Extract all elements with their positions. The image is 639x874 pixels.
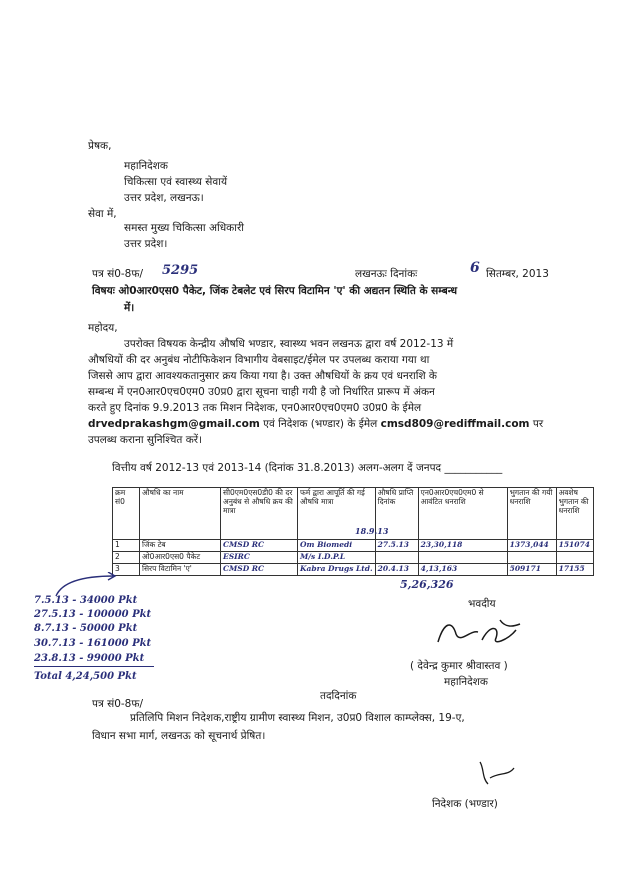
email-director-store: cmsd809@rediffmail.com [380, 418, 530, 430]
margin-note: 27.5.13 - 100000 Pkt [34, 609, 152, 620]
cell-sno: 3 [113, 564, 140, 576]
copy-same-date: तददिनांक [320, 690, 357, 702]
letter-number-label: पत्र सं0-8फ/ [92, 268, 143, 280]
footer-director-store: निदेशक (भण्डार) [432, 798, 498, 810]
cell-qty: CMSD RC [221, 540, 298, 552]
sender-title: महानिदेशक [124, 160, 168, 172]
margin-note: 30.7.13 - 161000 Pkt [34, 638, 152, 649]
copy-line-1: प्रतिलिपि मिशन निदेशक,राष्ट्रीय ग्रामीण स्वास्थ्य मिशन, उ0प्र0 विशाल काम्प्लेक्स, 19-ए, [130, 712, 465, 724]
cell-paid: 509171 [507, 564, 556, 576]
cell-name: ओ0आर0एस0 पैकेट [140, 552, 221, 564]
header-cell: भुगतान की गयी धनराशि [507, 488, 556, 540]
cell-paid: 1373,044 [507, 540, 556, 552]
closing: भवदीय [468, 598, 496, 610]
signatory-title: महानिदेशक [444, 676, 488, 688]
copy-letter-number: पत्र सं0-8फ/ [92, 698, 143, 710]
header-cell: क्रम सं0 [113, 488, 140, 540]
header-cell: औषधि का नाम [140, 488, 221, 540]
copy-line-2: विधान सभा मार्ग, लखनऊ को सूचनार्थ प्रेषित। [92, 730, 266, 742]
email-connector: एवं निदेशक (भण्डार) के ईमेल [259, 418, 381, 430]
body-paragraph [88, 336, 610, 448]
margin-note: 23.8.13 - 99000 Pkt [34, 653, 145, 664]
cell-alloc: 23,30,118 [418, 540, 507, 552]
cell-date [375, 552, 418, 564]
cell-paid [507, 552, 556, 564]
header-cell: फर्म द्वारा आपूर्ति की गई औषधि मात्रा [298, 488, 376, 540]
margin-note-underline [34, 666, 154, 667]
table-row [113, 564, 594, 576]
body-line: औषधियों की दर अनुबंध नोटीफिकेशन विभागीय वेबसाइट/ईमेल पर उपलब्ध कराया गया था [88, 354, 430, 366]
body-last-line: उपलब्ध कराना सुनिश्चित करें। [88, 434, 203, 446]
recipient-title: समस्त मुख्य चिकित्सा अधिकारी [124, 222, 244, 234]
cell-firm: M/s I.D.P.L [298, 552, 376, 564]
email-line [88, 416, 610, 432]
footer-signature-mark [470, 758, 520, 788]
pointer-arrow-icon [52, 572, 122, 598]
sender-address: उत्तर प्रदेश, लखनऊ। [124, 192, 204, 204]
cell-name: जिंक टेब [140, 540, 221, 552]
medicine-table [112, 487, 594, 576]
sender-department: चिकित्सा एवं स्वास्थ्य सेवायें [124, 176, 228, 188]
cell-date: 27.5.13 [375, 540, 418, 552]
cell-rem [556, 552, 593, 564]
recipient-state: उत्तर प्रदेश। [124, 238, 168, 250]
place-date-label: लखनऊः दिनांकः [355, 268, 418, 280]
cell-qty: CMSD RC [221, 564, 298, 576]
date-note-handwritten: 18.9.13 [355, 526, 389, 536]
fiscal-year-line: वित्तीय वर्ष 2012-13 एवं 2013-14 (दिनांक 31.8.2013) अलग-अलग दें जनपद ___________ [112, 462, 503, 474]
cell-alloc: 4,13,163 [418, 564, 507, 576]
header-cell: औषधि प्राप्ति दिनांक [375, 488, 418, 540]
subject-line-1: विषयः ओ0आर0एस0 पैकेट, जिंक टेबलेट एवं सिरप विटामिन 'ए' की अद्यतन स्थिति के सम्बन्ध [92, 285, 458, 297]
cell-firm: Kabra Drugs Ltd. [298, 564, 376, 576]
table-row [113, 540, 594, 552]
cell-sno: 2 [113, 552, 140, 564]
table-row [113, 552, 594, 564]
cell-firm: Om Biomedi [298, 540, 376, 552]
margin-note: 7.5.13 - 34000 Pkt [34, 595, 138, 606]
body-line: उपरोक्त विषयक केन्द्रीय औषधि भण्डार, स्वास्थ्य भवन लखनऊ द्वारा वर्ष 2012-13 में [124, 338, 454, 350]
cell-sno: 1 [113, 540, 140, 552]
recipient-label: सेवा में, [88, 208, 117, 220]
letter-number-handwritten: 5295 [162, 263, 199, 278]
sender-label: प्रेषक, [88, 140, 112, 152]
email-end: पर [529, 418, 544, 430]
date-day-handwritten: 6 [470, 260, 480, 276]
cell-rem: 17155 [556, 564, 593, 576]
cell-name: सिरप विटामिन 'ए' [140, 564, 221, 576]
salutation: महोदय, [88, 322, 118, 334]
signatory-name: ( देवेन्द्र कुमार श्रीवास्तव ) [410, 660, 508, 672]
body-line: जिससे आप द्वारा आवश्यकतानुसार क्रय किया गया है। उक्त औषधियों के क्रय एवं धनराशि के [88, 370, 437, 382]
header-cell: सी0एम0एस0डी0 की दर अनुबंध से औषधि क्रय की मात्रा [221, 488, 298, 540]
cell-qty: ESIRC [221, 552, 298, 564]
email-mission-director: drvedprakashgm@gmail.com [88, 418, 260, 430]
table-header-row [113, 488, 594, 540]
cell-alloc [418, 552, 507, 564]
alloc-total-handwritten: 5,26,326 [400, 578, 454, 591]
header-cell: एन0आर0एच0एम0 से आवंटित धनराशि [418, 488, 507, 540]
subject-line-2: में। [124, 302, 135, 314]
cell-date: 20.4.13 [375, 564, 418, 576]
margin-note: 8.7.13 - 50000 Pkt [34, 623, 138, 634]
date-month-year: सितम्बर, 2013 [486, 268, 549, 280]
cell-rem: 151074 [556, 540, 593, 552]
header-cell: अवशेष भुगतान की धनराशि [556, 488, 593, 540]
body-line: सम्बन्ध में एन0आर0एच0एम0 उ0प्र0 द्वारा सूचना चाही गयी है जो निर्धारित प्रारूप में अंकन [88, 386, 435, 398]
margin-note-total: Total 4,24,500 Pkt [34, 671, 137, 682]
signature-mark [430, 612, 530, 652]
body-line: करते हुए दिनांक 9.9.2013 तक मिशन निदेशक, एन0आर0एच0एम0 उ0प्र0 के ईमेल [88, 402, 422, 414]
